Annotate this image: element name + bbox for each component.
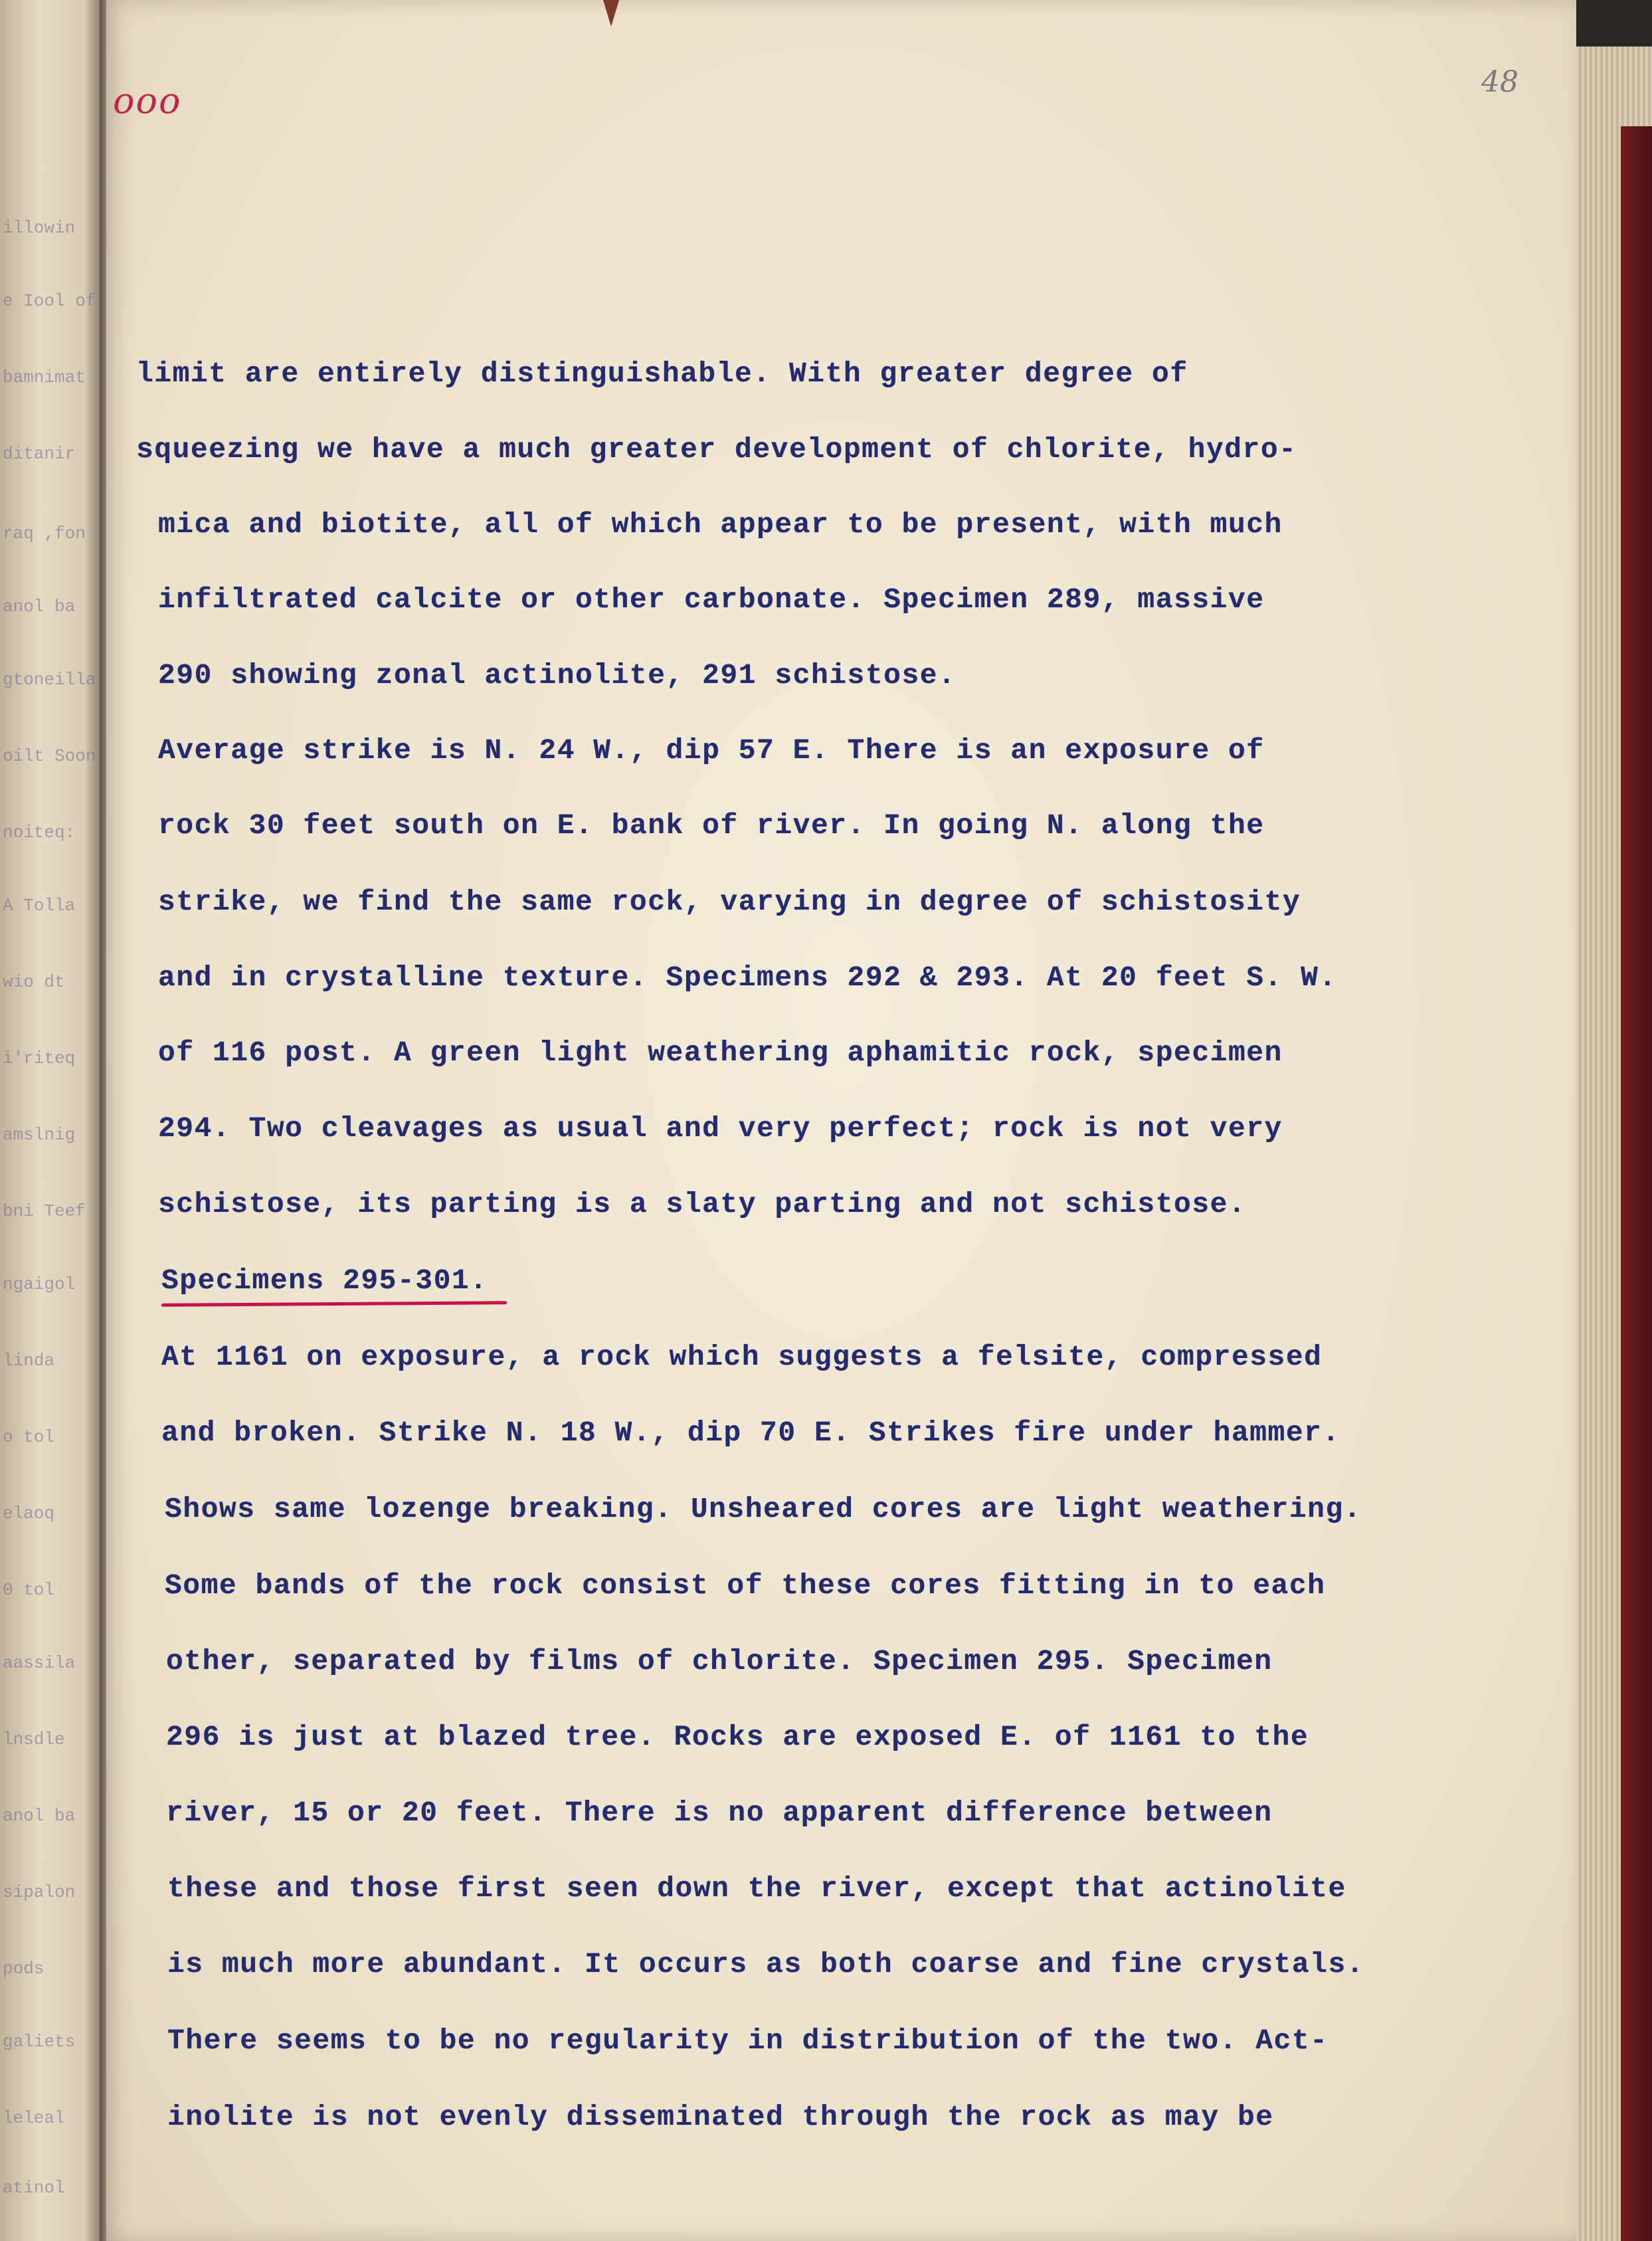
text-line: infiltrated calcite or other carbonate. Specimen 289, massive [158, 583, 1265, 616]
text-line: and in crystalline texture. Specimens 292 & 293. At 20 feet S. W. [158, 961, 1337, 994]
left-page-fragment: lnsdle [3, 1731, 65, 1748]
text-line: Some bands of the rock consist of these cores fitting in to each [165, 1569, 1326, 1602]
left-page-fragment: elaoq [3, 1505, 55, 1522]
text-line: There seems to be no regularity in distribution of the two. Act- [167, 2024, 1329, 2057]
text-line: 290 showing zonal actinolite, 291 schistose. [158, 659, 957, 692]
text-line: these and those first seen down the river, except that actinolite [167, 1872, 1346, 1905]
left-page-fragment: gtoneilla [3, 671, 96, 688]
text-line: strike, we find the same rock, varying in degree of schistosity [158, 886, 1301, 918]
text-line: of 116 post. A green light weathering aphamitic rock, specimen [158, 1036, 1283, 1069]
text-line: river, 15 or 20 feet. There is no apparent difference between [166, 1797, 1273, 1829]
left-page-fragment: raq ,fon [3, 525, 86, 542]
left-page-fragment: leleal [3, 2109, 65, 2127]
left-page-fragment: bamnimat [3, 369, 86, 386]
left-page-fragment: 0 tol [3, 1581, 55, 1599]
left-page-fragment: ditanir [3, 445, 76, 462]
book-binding [1621, 126, 1652, 2241]
text-line: mica and biotite, all of which appear to be present, with much [158, 508, 1283, 541]
text-line: At 1161 on exposure, a rock which suggests a felsite, compressed [161, 1341, 1323, 1373]
text-line: squeezing we have a much greater development of chlorite, hydro- [136, 433, 1297, 466]
text-line: schistose, its parting is a slaty parting and not schistose. [158, 1188, 1247, 1220]
left-page-fragment: ngaigol [3, 1276, 76, 1293]
section-heading: Specimens 295-301. [161, 1264, 488, 1297]
text-line: 294. Two cleavages as usual and very perfect; rock is not very [158, 1112, 1283, 1145]
left-page-fragment: amslnig [3, 1126, 76, 1143]
left-page-fragment: illowin [3, 219, 76, 237]
text-line: inolite is not evenly disseminated through the rock as may be [167, 2101, 1274, 2133]
left-page-fragment: e Iool of [3, 292, 96, 310]
left-page-fragment: anol ba [3, 598, 76, 615]
text-line: and broken. Strike N. 18 W., dip 70 E. Strikes fire under hammer. [161, 1416, 1340, 1449]
left-page-fragment: sipalon [3, 1884, 76, 1901]
left-page-fragment: oilt Soon [3, 747, 96, 765]
left-page-fragment: aassila [3, 1654, 76, 1672]
red-folio-mark: ooo [113, 80, 182, 122]
left-page-fragment: A Tolla [3, 897, 76, 914]
left-page-fragment: anol ba [3, 1807, 76, 1824]
left-page-fragment: wio dt [3, 973, 65, 991]
text-line: is much more abundant. It occurs as both coarse and fine crystals. [167, 1948, 1365, 1981]
text-line: other, separated by films of chlorite. Specimen 295. Specimen [166, 1645, 1273, 1678]
left-page-fragment: noiteq: [3, 824, 76, 841]
left-page-fragment: o tol [3, 1428, 55, 1446]
left-page-fragment: linda [3, 1352, 55, 1369]
text-line: limit are entirely distinguishable. With greater degree of [136, 357, 1188, 390]
left-page-fragment: bni Teef [3, 1203, 86, 1220]
left-page-fragment: galiets [3, 2033, 76, 2050]
text-line: Shows same lozenge breaking. Unsheared cores are light weathering. [165, 1493, 1362, 1525]
left-page-fragment: pods [3, 1960, 45, 1977]
left-page-fragment: i'riteq [3, 1050, 76, 1067]
page-number: 48 [1481, 65, 1518, 99]
text-line: 296 is just at blazed tree. Rocks are exposed E. of 1161 to the [166, 1721, 1309, 1753]
left-facing-page [0, 0, 100, 2241]
text-line: Average strike is N. 24 W., dip 57 E. There is an exposure of [158, 734, 1265, 767]
text-line: rock 30 feet south on E. bank of river. In going N. along the [158, 809, 1265, 842]
left-page-fragment: atinol [3, 2179, 65, 2196]
